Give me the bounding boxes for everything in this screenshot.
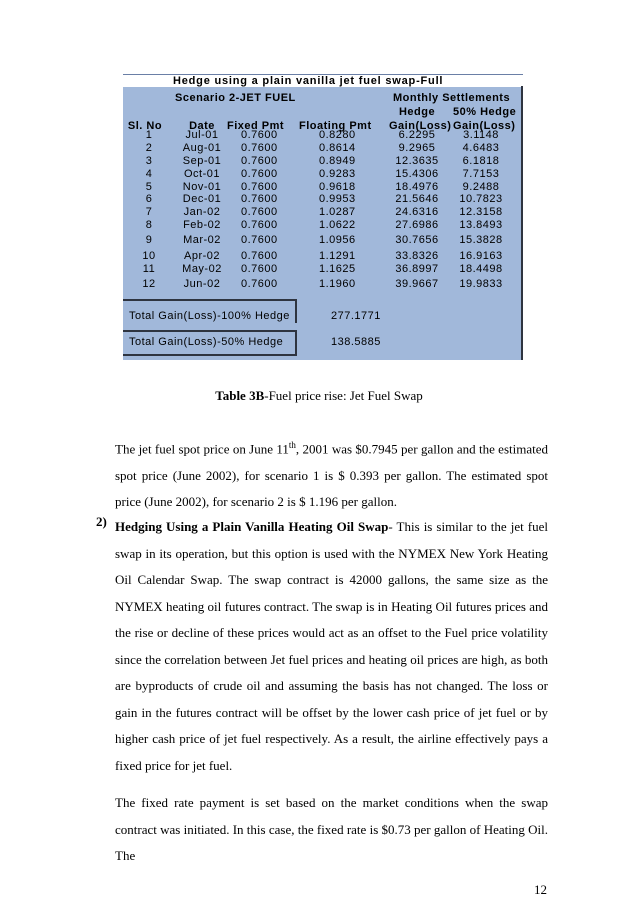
- sl-no-cell: 10: [142, 250, 156, 262]
- sl-no-cell: 1: [145, 129, 153, 141]
- hedge-header-top: Hedge: [398, 106, 436, 118]
- date-cell: Jun-02: [183, 278, 221, 290]
- date-cell: Nov-01: [182, 181, 222, 193]
- date-cell: Feb-02: [183, 219, 221, 231]
- total-100-value: 277.1771: [331, 310, 381, 322]
- date-cell: Oct-01: [183, 168, 220, 180]
- hedge-header-bottom: Gain(Loss): [389, 120, 452, 132]
- hedge-gain-cell: 21.5646: [395, 193, 439, 205]
- date-cell: Sep-01: [182, 155, 222, 167]
- floating-pmt-cell: 1.0622: [319, 219, 356, 231]
- hedge50-header-bottom: Gain(Loss): [453, 120, 516, 132]
- floating-pmt-cell: 0.9618: [319, 181, 356, 193]
- floating-pmt-cell: 1.1625: [319, 263, 356, 275]
- floating-pmt-header: Floating Pmt: [299, 120, 372, 132]
- hedge50-gain-cell: 4.6483: [462, 142, 500, 154]
- hedge-gain-cell: 27.6986: [395, 219, 439, 231]
- total-100-label: Total Gain(Loss)-100% Hedge: [129, 310, 290, 322]
- floating-pmt-cell: 0.8280: [319, 129, 356, 141]
- table-banner: [123, 74, 523, 87]
- ordinal-suffix: th: [288, 440, 296, 450]
- page-number: 12: [534, 882, 547, 897]
- fixed-pmt-cell: 0.7600: [241, 206, 278, 218]
- date-cell: May-02: [182, 263, 222, 275]
- fixed-rate-paragraph: The fixed rate payment is set based on the market conditions when the swap contract was initiated. In this case, the fixed rate is $0.73 per gallon of Heating Oil. The: [115, 795, 548, 863]
- floating-pmt-cell: 1.0956: [319, 234, 356, 246]
- list-number-2: 2): [96, 514, 107, 529]
- floating-pmt-cell: 1.1291: [319, 250, 356, 262]
- hedge50-gain-cell: 9.2488: [462, 181, 500, 193]
- fixed-pmt-cell: 0.7600: [241, 193, 278, 205]
- monthly-settlements-title: Monthly Settlements: [393, 92, 511, 104]
- hedge-gain-cell: 15.4306: [395, 168, 439, 180]
- heating-oil-swap-heading: Hedging Using a Plain Vanilla Heating Oil Swap: [115, 519, 389, 534]
- hedge50-gain-cell: 6.1818: [462, 155, 500, 167]
- sl-no-cell: 7: [145, 206, 153, 218]
- floating-pmt-cell: 0.9283: [319, 168, 356, 180]
- hedge-gain-cell: 6.2295: [398, 129, 436, 141]
- hedge50-gain-cell: 18.4498: [459, 263, 503, 275]
- fixed-pmt-cell: 0.7600: [241, 250, 278, 262]
- hedge-gain-cell: 9.2965: [398, 142, 436, 154]
- sl-no-cell: 4: [145, 168, 153, 180]
- floating-pmt-cell: 0.8949: [319, 155, 356, 167]
- hedge50-gain-cell: 16.9163: [459, 250, 503, 262]
- hedge50-gain-cell: 15.3828: [459, 234, 503, 246]
- table-caption: [0, 388, 638, 404]
- fixed-pmt-cell: 0.7600: [241, 219, 278, 231]
- sl-no-cell: 2: [145, 142, 153, 154]
- hedge-gain-cell: 33.8326: [395, 250, 439, 262]
- hedge50-gain-cell: 7.7153: [462, 168, 500, 180]
- fixed-pmt-cell: 0.7600: [241, 278, 278, 290]
- total-50-value: 138.5885: [331, 336, 381, 348]
- jet-fuel-swap-table: [123, 74, 523, 360]
- sl-no-header: Sl. No: [127, 120, 163, 132]
- hedge-gain-cell: 39.9667: [395, 278, 439, 290]
- date-cell: Aug-01: [182, 142, 222, 154]
- sl-no-cell: 12: [142, 278, 156, 290]
- date-cell: Mar-02: [183, 234, 221, 246]
- date-cell: Dec-01: [182, 193, 222, 205]
- hedge50-gain-cell: 12.3158: [459, 206, 503, 218]
- fixed-pmt-cell: 0.7600: [241, 142, 278, 154]
- heating-oil-swap-text: - This is similar to the jet fuel swap in its operation, but this option is used with the NYMEX New York Heating Oil Calendar Swap. The swap contract is 42000 gallons, the same size as the NYMEX heating oil futures contract. The swap is in Heating Oil futures prices and the rise or decline of these prices would act as an offset to the Fuel price volatility since the correlation between Jet fuel prices and heating oil prices are high, as both are byproducts of crude oil and assuming the basis has not changed. The loss or gain in the futures contract will be offset by the lower cash price of jet fuel or by higher cash price of jet fuel respectively. As a result, the airline effectively pays a fixed price for jet fuel.: [115, 519, 548, 773]
- hedge50-gain-cell: 3.1148: [463, 129, 499, 141]
- table-caption-label: Table 3B: [215, 388, 265, 403]
- sl-no-cell: 11: [142, 263, 156, 275]
- table-right-border: [521, 86, 523, 360]
- hedge-gain-cell: 36.8997: [395, 263, 439, 275]
- fixed-pmt-header: Fixed Pmt: [227, 120, 285, 132]
- spot-price-text-2: , 2001 was $0.7945 per gallon and the estimated spot price (June 2002), for scenario 1 is $ 0.393 per gallon. The estimated spot price (June 2002), for scenario 2 is $ 1.196 per gallon.: [115, 441, 549, 510]
- fixed-pmt-cell: 0.7600: [241, 234, 278, 246]
- floating-pmt-cell: 0.8614: [319, 142, 356, 154]
- heating-oil-swap-paragraph: [115, 514, 548, 779]
- fixed-pmt-cell: 0.7600: [241, 155, 278, 167]
- date-cell: Jul-01: [185, 129, 219, 141]
- fixed-pmt-cell: 0.7600: [241, 168, 278, 180]
- sl-no-cell: 8: [145, 219, 153, 231]
- scenario-title: Scenario 2-JET FUEL: [175, 92, 296, 104]
- hedge50-gain-cell: 13.8493: [459, 219, 503, 231]
- spot-price-text-1: The jet fuel spot price on June 11: [115, 441, 289, 457]
- fixed-pmt-cell: 0.7600: [241, 263, 278, 275]
- table-banner-title: Hedge using a plain vanilla jet fuel swap-Full: [173, 75, 444, 87]
- hedge-gain-cell: 24.6316: [395, 206, 439, 218]
- sl-no-cell: 5: [145, 181, 153, 193]
- fixed-pmt-cell: 0.7600: [241, 181, 278, 193]
- hedge50-gain-cell: 10.7823: [459, 193, 503, 205]
- floating-pmt-cell: 0.9953: [319, 193, 356, 205]
- hedge-gain-cell: 12.3635: [395, 155, 439, 167]
- sl-no-cell: 9: [145, 234, 153, 246]
- hedge-gain-cell: 30.7656: [395, 234, 439, 246]
- spot-price-paragraph: [115, 432, 548, 516]
- date-header: Date: [189, 120, 215, 132]
- total-50-label: Total Gain(Loss)-50% Hedge: [129, 336, 284, 348]
- sl-no-cell: 6: [145, 193, 153, 205]
- hedge-gain-cell: 18.4976: [395, 181, 439, 193]
- floating-pmt-cell: 1.0287: [319, 206, 356, 218]
- date-cell: Jan-02: [183, 206, 221, 218]
- hedge50-gain-cell: 19.9833: [459, 278, 503, 290]
- date-cell: Apr-02: [183, 250, 221, 262]
- floating-pmt-cell: 1.1960: [319, 278, 356, 290]
- hedge50-header-top: 50% Hedge: [453, 106, 517, 118]
- sl-no-cell: 3: [145, 155, 153, 167]
- fixed-pmt-cell: 0.7600: [241, 129, 278, 141]
- table-caption-text: -Fuel price rise: Jet Fuel Swap: [264, 388, 423, 403]
